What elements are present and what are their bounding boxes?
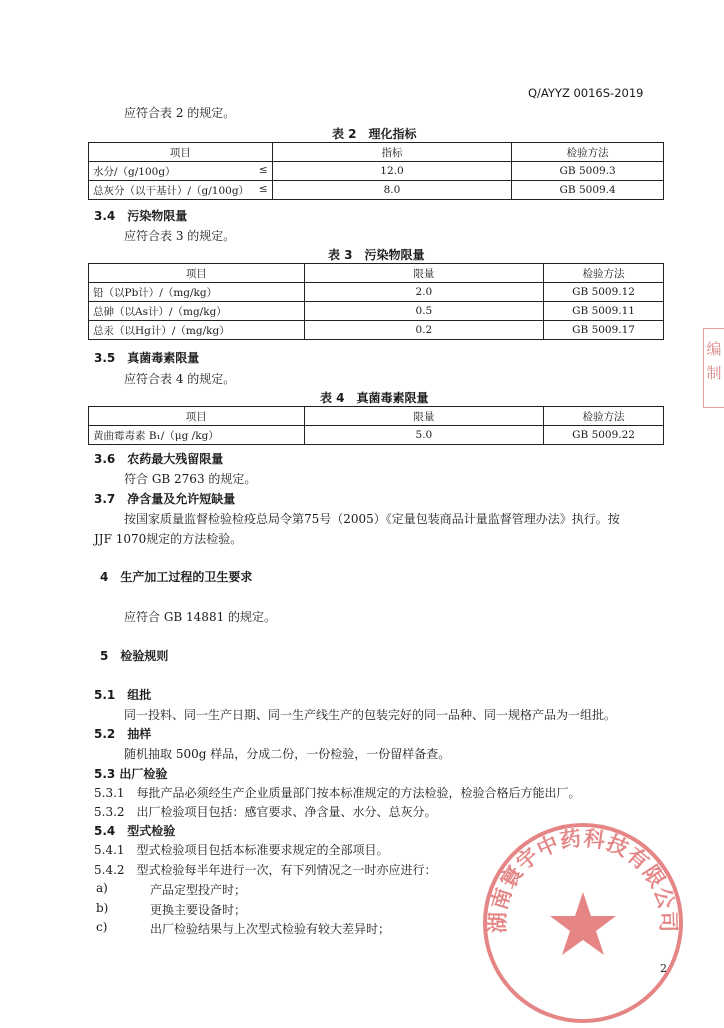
table-cell-item: 总灰分（以干基计）/（g/100g） ≤ [89, 181, 273, 200]
list-item-label: c) [96, 920, 108, 934]
table-row [89, 181, 664, 200]
table2-caption: 表 2 理化指标 [332, 127, 417, 141]
table-cell-value: 0.2 [304, 321, 544, 340]
list-item-text: 出厂检验结果与上次型式检验有较大差异时； [150, 922, 391, 936]
table-cell-item: 总汞（以Hg计）/（mg/kg） [89, 321, 305, 340]
table-cell-value: 2.0 [304, 283, 544, 302]
table-row [89, 283, 664, 302]
section-5-heading: 5 检验规则 [100, 649, 169, 663]
company-seal [478, 818, 688, 1028]
side-stamp-fragment: 编制 [703, 328, 724, 408]
list-item-label: a) [96, 881, 108, 895]
section-3-6-text: 符合 GB 2763 的规定。 [124, 472, 257, 486]
table-cell-item: 黄曲霉毒素 B₁/（μg /kg） [89, 426, 305, 445]
table-header: 项目 [89, 407, 305, 426]
table-header: 指标 [272, 143, 512, 162]
table-row [89, 162, 664, 181]
table-cell-value: 5.0 [304, 426, 544, 445]
table-cell-method: GB 5009.11 [544, 302, 664, 321]
section-3-5-text: 应符合表 4 的规定。 [124, 372, 236, 386]
le-symbol: ≤ [258, 163, 268, 176]
table-cell-method: GB 5009.3 [512, 162, 664, 181]
section-5-4-2-text: 5.4.2 型式检验每半年进行一次，有下列情况之一时亦应进行： [94, 863, 437, 877]
table-cell-value: 0.5 [304, 302, 544, 321]
seal-star-icon [550, 892, 616, 955]
table3 [88, 263, 664, 340]
table2-header-row [89, 143, 664, 162]
table-cell-item: 铅（以Pb计）/（mg/kg） [89, 283, 305, 302]
section-5-3-heading: 5.3 出厂检验 [94, 767, 168, 781]
table-cell-value: 12.0 [272, 162, 512, 181]
table-cell-item: 水分/（g/100g） ≤ [89, 162, 273, 181]
section-3-4-heading: 3.4 污染物限量 [94, 209, 188, 223]
section-3-7-line1: 按国家质量监督检验检疫总局令第75号（2005）《定量包装商品计量监督管理办法》执行。按 [124, 512, 620, 526]
section-5-1-heading: 5.1 组批 [94, 688, 152, 702]
table3-header-row [89, 264, 664, 283]
table-header: 检验方法 [544, 264, 664, 283]
section-5-1-text: 同一投料、同一生产日期、同一生产线生产的包装完好的同一品种、同一规格产品为一组批。 [124, 708, 617, 722]
table-cell-method: GB 5009.17 [544, 321, 664, 340]
table-cell-item: 总砷（以As计）/（mg/kg） [89, 302, 305, 321]
table3-caption: 表 3 污染物限量 [328, 248, 425, 262]
section-3-7-heading: 3.7 净含量及允许短缺量 [94, 492, 236, 506]
page-number: 2 [660, 962, 667, 975]
table-header: 限量 [304, 264, 544, 283]
section-3-4-text: 应符合表 3 的规定。 [124, 229, 236, 243]
table2 [88, 142, 664, 200]
table4-header-row [89, 407, 664, 426]
table-cell-method: GB 5009.4 [512, 181, 664, 200]
seal-text: 湖南寰宇中药科技有限公司 [485, 826, 681, 934]
section-5-4-heading: 5.4 型式检验 [94, 824, 176, 838]
table-row [89, 321, 664, 340]
table-header: 检验方法 [544, 407, 664, 426]
section-4-heading: 4 生产加工过程的卫生要求 [100, 570, 253, 584]
doc-code: Q/AYYZ 0016S-2019 [528, 86, 644, 100]
table-header: 项目 [89, 143, 273, 162]
intro-text: 应符合表 2 的规定。 [124, 106, 236, 120]
table-row [89, 302, 664, 321]
list-item-label: b) [96, 901, 109, 915]
table-row [89, 426, 664, 445]
table-header: 项目 [89, 264, 305, 283]
section-3-6-heading: 3.6 农药最大残留限量 [94, 452, 224, 466]
section-5-2-text: 随机抽取 500g 样品，分成二份，一份检验，一份留样备查。 [124, 747, 451, 761]
table-cell-value: 8.0 [272, 181, 512, 200]
section-5-4-1-text: 5.4.1 型式检验项目包括本标准要求规定的全部项目。 [94, 843, 389, 857]
section-3-7-line2: JJF 1070规定的方法检验。 [94, 532, 243, 546]
section-4-text: 应符合 GB 14881 的规定。 [124, 610, 277, 624]
section-5-3-1-text: 5.3.1 每批产品必须经生产企业质量部门按本标准规定的方法检验，检验合格后方能出厂。 [94, 786, 581, 800]
list-item-text: 产品定型投产时； [150, 883, 247, 897]
table4-caption: 表 4 真菌毒素限量 [320, 391, 429, 405]
section-5-3-2-text: 5.3.2 出厂检验项目包括：感官要求、净含量、水分、总灰分。 [94, 805, 437, 819]
table-cell-method: GB 5009.22 [544, 426, 664, 445]
table-header: 检验方法 [512, 143, 664, 162]
le-symbol: ≤ [258, 182, 268, 195]
table4 [88, 406, 664, 445]
section-3-5-heading: 3.5 真菌毒素限量 [94, 351, 200, 365]
list-item-text: 更换主要设备时； [150, 903, 247, 917]
section-5-2-heading: 5.2 抽样 [94, 727, 152, 741]
table-header: 限量 [304, 407, 544, 426]
table-cell-method: GB 5009.12 [544, 283, 664, 302]
